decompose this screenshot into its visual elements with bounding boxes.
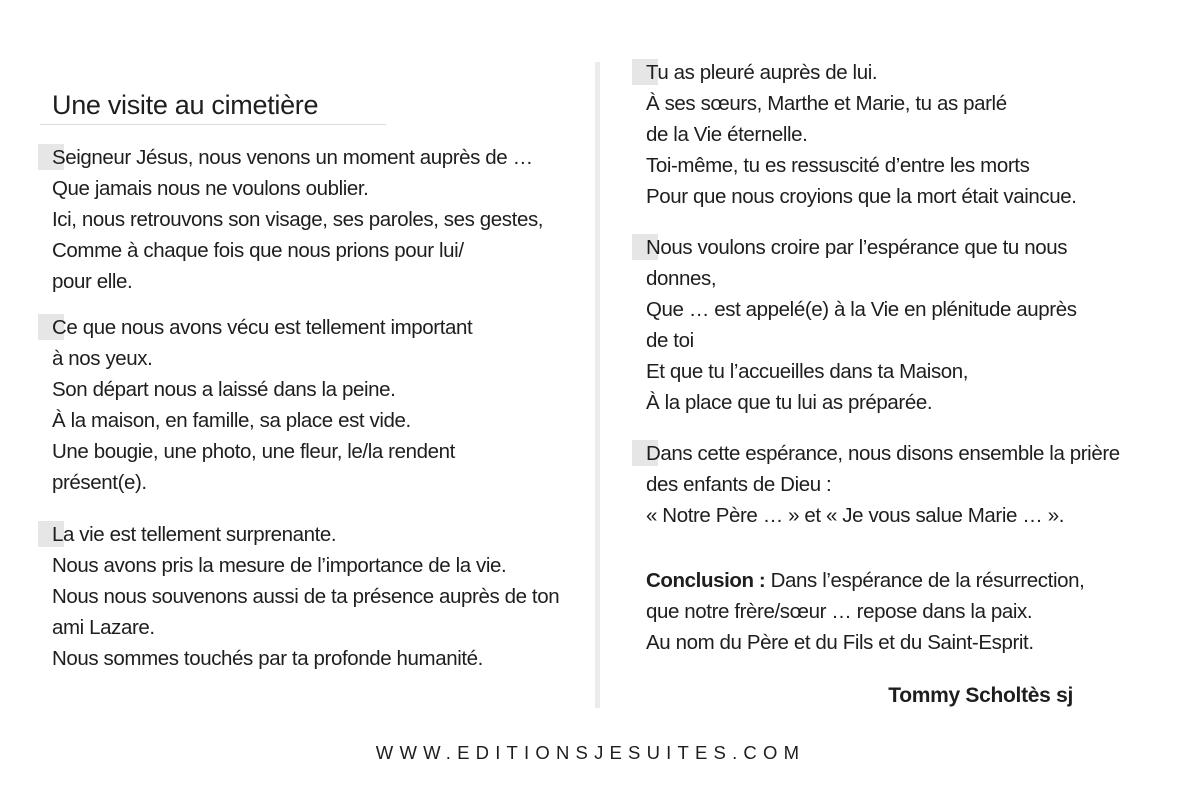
prayer-line: Tu as pleuré auprès de lui. — [646, 61, 878, 84]
prayer-line: Et que tu l’accueilles dans ta Maison, — [646, 360, 969, 383]
prayer-line: À la maison, en famille, sa place est vide. — [52, 409, 411, 432]
conclusion-first-line — [646, 565, 1084, 596]
prayer-line: Dans cette espérance, nous disons ensemble la prière — [646, 442, 1120, 465]
prayer-line: à nos yeux. — [52, 347, 153, 370]
prayer-line: de toi — [646, 329, 694, 352]
conclusion-label: Conclusion : — [646, 569, 766, 592]
prayer-paragraph-2 — [52, 312, 472, 498]
column-divider — [595, 62, 600, 708]
author-signature: Tommy Scholtès sj — [888, 684, 1073, 707]
conclusion-line: Au nom du Père et du Fils et du Saint-Esprit. — [646, 631, 1034, 654]
prayer-line: Que jamais nous ne voulons oublier. — [52, 177, 369, 200]
prayer-line: Que … est appelé(e) à la Vie en plénitude auprès — [646, 298, 1077, 321]
conclusion-first-line-text: Dans l’espérance de la résurrection, — [765, 569, 1085, 592]
prayer-line: Nous voulons croire par l’espérance que tu nous — [646, 236, 1068, 259]
page-title: Une visite au cimetière — [52, 90, 319, 120]
prayer-line: de la Vie éternelle. — [646, 123, 808, 146]
prayer-line: Nous sommes touchés par ta profonde humanité. — [52, 647, 483, 670]
prayer-line: Toi-même, tu es ressuscité d’entre les morts — [646, 154, 1030, 177]
prayer-line: Pour que nous croyions que la mort était vaincue. — [646, 185, 1077, 208]
prayer-paragraph-4 — [646, 57, 1077, 212]
prayer-paragraph-3 — [52, 519, 559, 674]
prayer-line: donnes, — [646, 267, 717, 290]
prayer-line: des enfants de Dieu : — [646, 473, 832, 496]
prayer-line: La vie est tellement surprenante. — [52, 523, 337, 546]
prayer-line: présent(e). — [52, 471, 147, 494]
prayer-line: pour elle. — [52, 270, 133, 293]
prayer-line: Nous avons pris la mesure de l’importance de la vie. — [52, 554, 507, 577]
prayer-line: ami Lazare. — [52, 616, 155, 639]
prayer-line: Nous nous souvenons aussi de ta présence auprès de ton — [52, 585, 560, 608]
prayer-paragraph-6 — [646, 438, 1120, 531]
prayer-line: Seigneur Jésus, nous venons un moment auprès de … — [52, 146, 533, 169]
footer-website: WWW.EDITIONSJESUITES.COM — [375, 742, 806, 763]
prayer-line: Ce que nous avons vécu est tellement important — [52, 316, 473, 339]
prayer-line: Ici, nous retrouvons son visage, ses paroles, ses gestes, — [52, 208, 544, 231]
prayer-line: Comme à chaque fois que nous prions pour lui/ — [52, 239, 464, 262]
prayer-line: À la place que tu lui as préparée. — [646, 391, 933, 414]
prayer-line: « Notre Père … » et « Je vous salue Marie … ». — [646, 504, 1064, 527]
prayer-paragraph-5 — [646, 232, 1077, 418]
conclusion-line: que notre frère/sœur … repose dans la paix. — [646, 600, 1033, 623]
prayer-line: À ses sœurs, Marthe et Marie, tu as parlé — [646, 92, 1007, 115]
prayer-line: Son départ nous a laissé dans la peine. — [52, 378, 396, 401]
prayer-line: Une bougie, une photo, une fleur, le/la rendent — [52, 440, 455, 463]
prayer-paragraph-1 — [52, 142, 543, 297]
title-underline — [40, 124, 386, 125]
conclusion-paragraph — [646, 565, 1084, 658]
